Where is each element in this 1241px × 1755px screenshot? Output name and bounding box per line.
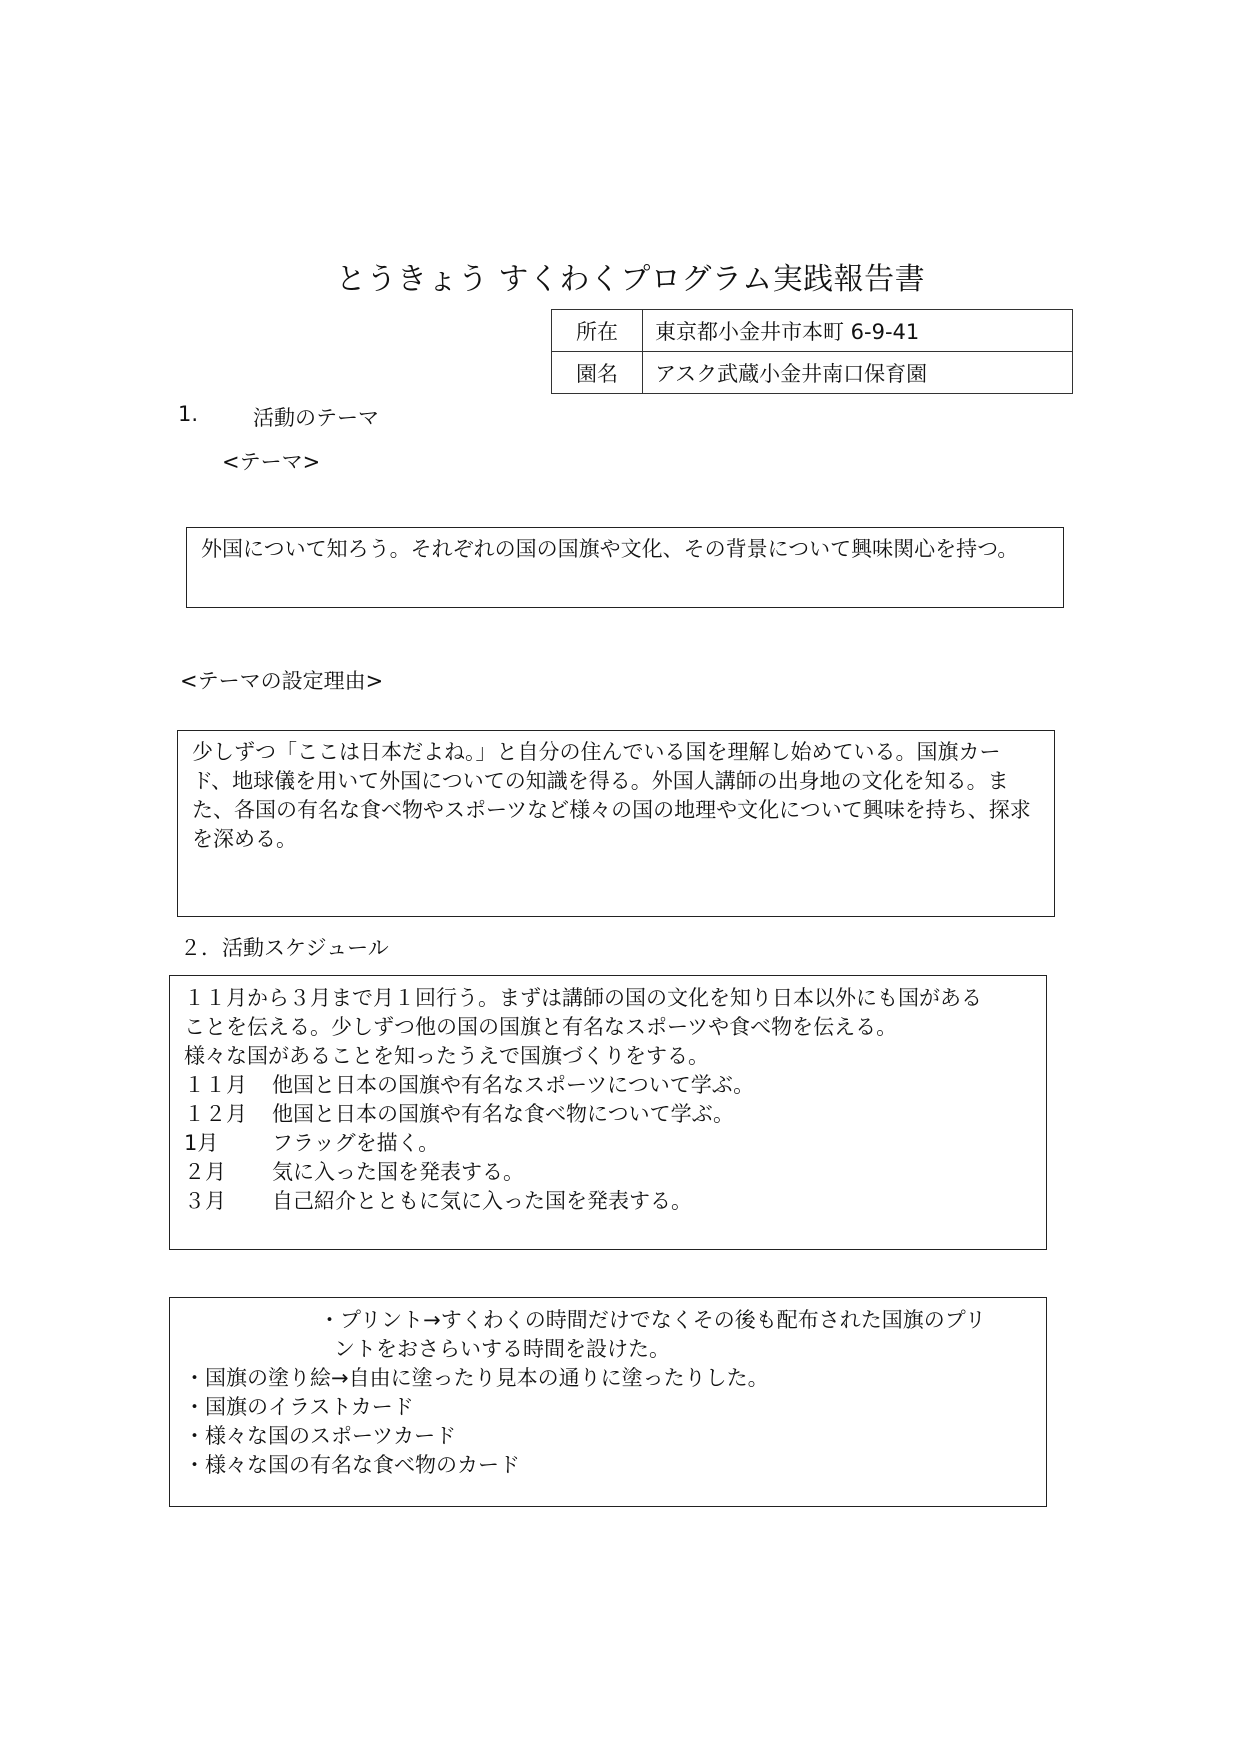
materials-box: [169, 1297, 1047, 1507]
schedule-row: [184, 1187, 1032, 1216]
schedule-intro-line: １１月から３月まで月１回行う。まずは講師の国の文化を知り日本以外にも国がある: [184, 986, 982, 1010]
schedule-row: [184, 1129, 1032, 1158]
materials-item: ・様々な国のスポーツカード: [184, 1424, 457, 1448]
schedule-text: 他国と日本の国旗や有名な食べ物について学ぶ。: [272, 1102, 734, 1126]
schedule-row: [184, 1071, 1032, 1100]
schedule-text: 気に入った国を発表する。: [272, 1160, 524, 1184]
facility-info-table: [551, 309, 1073, 394]
page-title: とうきょう すくわくプログラム実践報告書: [335, 262, 926, 297]
materials-lead-line: ・プリント→すくわくの時間だけでなくその後も配布された国旗のプリ: [319, 1308, 986, 1332]
schedule-box: [169, 975, 1047, 1250]
schedule-month: 1月: [184, 1131, 219, 1155]
schedule-month: １２月: [184, 1102, 247, 1126]
schedule-row: [184, 1100, 1032, 1129]
reason-label: <テーマの設定理由>: [180, 669, 384, 693]
schedule-text: 他国と日本の国旗や有名なスポーツについて学ぶ。: [272, 1073, 755, 1097]
schedule-text: フラッグを描く。: [272, 1131, 440, 1155]
schedule-text: 自己紹介とともに気に入った国を発表する。: [272, 1189, 692, 1213]
facility-name-value: アスク武蔵小金井南口保育園: [643, 352, 1073, 394]
location-value: 東京都小金井市本町 6-9-41: [643, 310, 1073, 352]
schedule-intro-line: 様々な国があることを知ったうえで国旗づくりをする。: [184, 1044, 709, 1068]
reason-box: [177, 730, 1055, 917]
materials-item: ・国旗のイラストカード: [184, 1395, 414, 1419]
theme-box: [186, 527, 1064, 608]
schedule-month: ３月: [184, 1189, 226, 1213]
theme-label: <テーマ>: [222, 450, 321, 474]
location-label: 所在: [552, 310, 643, 352]
theme-text: 外国について知ろう。それぞれの国の国旗や文化、その背景について興味関心を持つ。: [201, 537, 1019, 561]
table-row: [552, 310, 1073, 352]
materials-lead-line: ントをおさらいする時間を設けた。: [334, 1337, 670, 1361]
materials-item: ・国旗の塗り絵→自由に塗ったり見本の通りに塗ったりした。: [184, 1366, 769, 1390]
section2-heading: ２．活動スケジュール: [180, 936, 389, 960]
schedule-row: [184, 1158, 1032, 1187]
facility-name-label: 園名: [552, 352, 643, 394]
section1-number: 1.: [178, 402, 199, 426]
reason-text: 少しずつ「ここは日本だよね。」と自分の住んでいる国を理解し始めている。国旗カード、地球儀を用いて外国についての知識を得る。外国人講師の出身地の文化を知る。また、各国の有名な食べ物やスポーツなど様々の国の地理や文化について興味を持ち、探求を深める。: [192, 740, 1031, 851]
materials-item: ・様々な国の有名な食べ物のカード: [184, 1453, 520, 1477]
schedule-month: １１月: [184, 1073, 247, 1097]
schedule-intro-line: ことを伝える。少しずつ他の国の国旗と有名なスポーツや食べ物を伝える。: [184, 1015, 898, 1039]
table-row: [552, 352, 1073, 394]
schedule-month: ２月: [184, 1160, 226, 1184]
section1-heading: 活動のテーマ: [253, 406, 379, 430]
